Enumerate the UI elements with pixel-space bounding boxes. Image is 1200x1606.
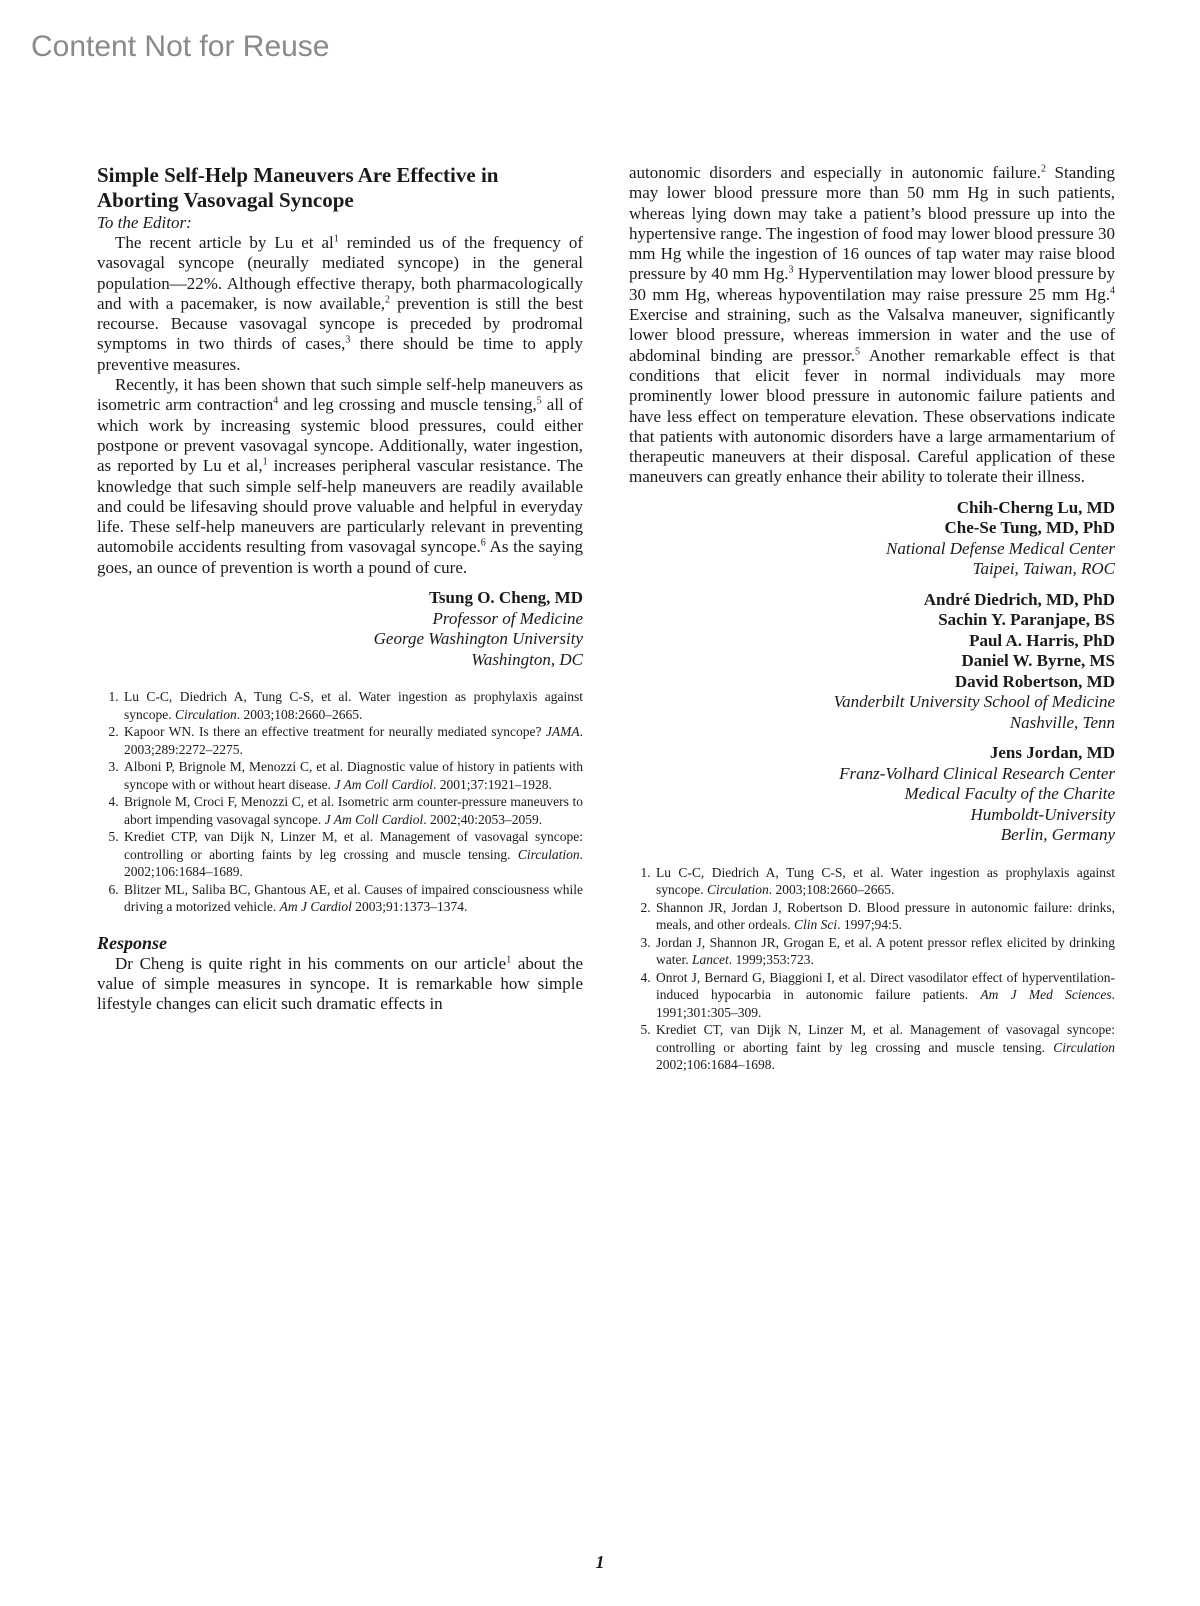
salutation: To the Editor: bbox=[97, 213, 192, 232]
reference-item: 2. Shannon JR, Jordan J, Robertson D. Blood pressure in autonomic failure: drinks, meals, and other ordeals. Clin Sci. 1997;94:5. bbox=[654, 899, 1115, 934]
author-name: David Robertson, MD bbox=[954, 671, 1115, 691]
response-references bbox=[629, 864, 1115, 1074]
reference-item: 3. Alboni P, Brignole M, Menozzi C, et al. Diagnostic value of history in patients with syncope with or without heart disease. J Am Coll Cardiol. 2001;37:1921–1928. bbox=[122, 758, 583, 793]
author-affiliation-line: Humboldt-University bbox=[970, 804, 1115, 824]
author-group bbox=[629, 590, 1115, 734]
reference-item: 5. Krediet CT, van Dijk N, Linzer M, et al. Management of vasovagal syncope: controlling or aborting faint by leg crossing and muscle tensing. Circulation 2002;106:1684–1698. bbox=[654, 1021, 1115, 1074]
author-affiliation-line: Washington, DC bbox=[471, 649, 583, 669]
response-signatures bbox=[629, 498, 1115, 846]
author-affiliation-line: Professor of Medicine bbox=[432, 608, 583, 628]
journal-name: J Am Coll Cardiol bbox=[324, 811, 424, 827]
letter-paragraph-2: Recently, it has been shown that such simple self-help maneuvers as isometric arm contraction$^4$ and leg crossing and muscle tensing,$^5$ all of which work by increasing systemic blood pressures, could either postpone or prevent vasovagal syncope. Additionally, water ingestion, as reported by Lu et al,$^1$ increases peripheral vascular resistance. The knowledge that such simple self-help maneuvers are readily available and could be lifesaving should prove valuable and helpful in everyday life. These self-help maneuvers are particularly relevant in preventing automobile accidents resulting from vasovagal syncope.$^6$ As the saying goes, an ounce of prevention is worth a pound of cure. bbox=[97, 375, 584, 577]
author-name: Jens Jordan, MD bbox=[989, 743, 1115, 763]
journal-name: JAMA bbox=[545, 724, 580, 740]
author-group bbox=[629, 498, 1115, 580]
author-affiliation-line: Franz-Volhard Clinical Research Center bbox=[839, 763, 1115, 783]
response-paragraph-continued: autonomic disorders and especially in autonomic failure.$^2$ Standing may lower blood pressure more than 50 mm Hg in such patients, whereas lying down may take a patient’s blood pressure up into the hypertensive range. The ingestion of food may lower blood pressure 30 mm Hg while the ingestion of 16 ounces of tap water may raise blood pressure by 40 mm Hg.$^3$ Hyperventilation may lower blood pressure by 30 mm Hg, whereas hypoventilation may raise pressure 25 mm Hg.$^4$ Exercise and straining, such as the Valsalva maneuver, significantly lower blood pressure, whereas immersion in water and the use of abdominal binding are pressor.$^5$ Another remarkable effect is that conditions that elicit fever in normal individuals may more prominently lower blood pressure in autonomic failure patients and have less effect on temperature elevation. These observations indicate that patients with autonomic disorders have a large armamentarium of therapeutic maneuvers at their disposal. Careful application of these maneuvers can greatly enhance their ability to tolerate their illness. bbox=[629, 163, 1116, 487]
journal-name: J Am Coll Cardiol bbox=[334, 776, 433, 792]
reference-item: 6. Blitzer ML, Saliba BC, Ghantous AE, et al. Causes of impaired consciousness while driving a motorized vehicle. Am J Cardiol 2003;91:1373–1374. bbox=[122, 881, 583, 916]
author-name: Daniel W. Byrne, MS bbox=[961, 651, 1115, 671]
author-affiliation-line: Taipei, Taiwan, ROC bbox=[972, 559, 1115, 579]
letter-signature bbox=[97, 588, 583, 670]
journal-name: Circulation bbox=[175, 706, 237, 722]
citation-superscript: 5 bbox=[536, 395, 542, 407]
journal-name: Circulation bbox=[517, 846, 580, 862]
author-affiliation-line: Nashville, Tenn bbox=[1009, 712, 1115, 732]
citation-superscript: 1 bbox=[506, 953, 512, 965]
reference-item: 1. Lu C-C, Diedrich A, Tung C-S, et al. Water ingestion as prophylaxis against syncope. Circulation. 2003;108:2660–2665. bbox=[654, 864, 1115, 899]
journal-name: Circulation bbox=[707, 882, 769, 898]
citation-superscript: 4 bbox=[1110, 285, 1115, 297]
citation-superscript: 3 bbox=[345, 334, 351, 346]
right-column bbox=[629, 163, 1115, 1074]
author-affiliation-line: George Washington University bbox=[373, 629, 583, 649]
author-name: André Diedrich, MD, PhD bbox=[923, 589, 1115, 609]
author-affiliation-line: Vanderbilt University School of Medicine bbox=[833, 692, 1115, 712]
reference-item: 3. Jordan J, Shannon JR, Grogan E, et al. A potent pressor reflex elicited by drinking water. Lancet. 1999;353:723. bbox=[654, 934, 1115, 969]
citation-superscript: 1 bbox=[262, 456, 268, 468]
author-affiliation-line: Medical Faculty of the Charite bbox=[904, 784, 1115, 804]
citation-superscript: 3 bbox=[788, 264, 794, 276]
author-affiliation-line: Berlin, Germany bbox=[1000, 825, 1115, 845]
citation-superscript: 6 bbox=[480, 537, 486, 549]
author-affiliation-line: National Defense Medical Center bbox=[886, 538, 1115, 558]
author-name: Che-Se Tung, MD, PhD bbox=[944, 518, 1115, 538]
watermark: Content Not for Reuse bbox=[31, 30, 330, 63]
reference-item: 4. Brignole M, Croci F, Menozzi C, et al. Isometric arm counter-pressure maneuvers to abort impending vasovagal syncope. J Am Coll Cardiol. 2002;40:2053–2059. bbox=[122, 793, 583, 828]
journal-name: Am J Med Sciences bbox=[980, 987, 1112, 1003]
citation-superscript: 4 bbox=[273, 395, 279, 407]
response-heading: Response bbox=[97, 932, 168, 953]
citation-superscript: 1 bbox=[333, 233, 339, 245]
author-name: Chih-Cherng Lu, MD bbox=[956, 497, 1115, 517]
citation-superscript: 2 bbox=[385, 294, 391, 306]
left-column bbox=[97, 163, 583, 1014]
author-name: Paul A. Harris, PhD bbox=[969, 630, 1115, 650]
journal-name: Am J Cardiol bbox=[279, 899, 352, 915]
citation-superscript: 5 bbox=[855, 346, 861, 358]
author-name: Tsung O. Cheng, MD bbox=[429, 588, 583, 608]
citation-superscript: 2 bbox=[1040, 163, 1046, 175]
journal-name: Lancet bbox=[692, 952, 729, 968]
reference-item: 4. Onrot J, Bernard G, Biaggioni I, et al. Direct vasodilator effect of hyperventilation-induced hypocarbia in autonomic failure patients. Am J Med Sciences. 1991;301:305–309. bbox=[654, 969, 1115, 1022]
article-title: Simple Self-Help Maneuvers Are Effective in Aborting Vasovagal Syncope bbox=[97, 163, 499, 212]
journal-name: Clin Sci bbox=[793, 917, 838, 933]
author-name: Sachin Y. Paranjape, BS bbox=[938, 610, 1115, 630]
response-paragraph: Dr Cheng is quite right in his comments on our article$^1$ about the value of simple measures in syncope. It is remarkable how simple lifestyle changes can elicit such dramatic effects in bbox=[97, 953, 583, 1014]
reference-item: 1. Lu C-C, Diedrich A, Tung C-S, et al. Water ingestion as prophylaxis against syncope. Circulation. 2003;108:2660–2665. bbox=[122, 688, 583, 723]
reference-item: 5. Krediet CTP, van Dijk N, Linzer M, et al. Management of vasovagal syncope: controlling or aborting faints by leg crossing and muscle tensing. Circulation. 2002;106:1684–1689. bbox=[122, 828, 583, 881]
journal-name: Circulation bbox=[1053, 1039, 1115, 1055]
reference-item: 2. Kapoor WN. Is there an effective treatment for neurally mediated syncope? JAMA. 2003;289:2272–2275. bbox=[122, 723, 583, 758]
author-group bbox=[629, 743, 1115, 846]
letter-references bbox=[97, 688, 583, 916]
letter-paragraph-1: The recent article by Lu et $al^1$ reminded us of the frequency of vasovagal syncope (neurally mediated syncope) in the general population—22%. Although effective therapy, both pharmacologically and with a pacemaker, is now available,$^2$ prevention is still the best recourse. Because vasovagal syncope is preceded by prodromal symptoms in two thirds of cases,$^3$ there should be time to apply preventive measures. bbox=[97, 233, 583, 374]
page-number: 1 bbox=[595, 1552, 605, 1572]
